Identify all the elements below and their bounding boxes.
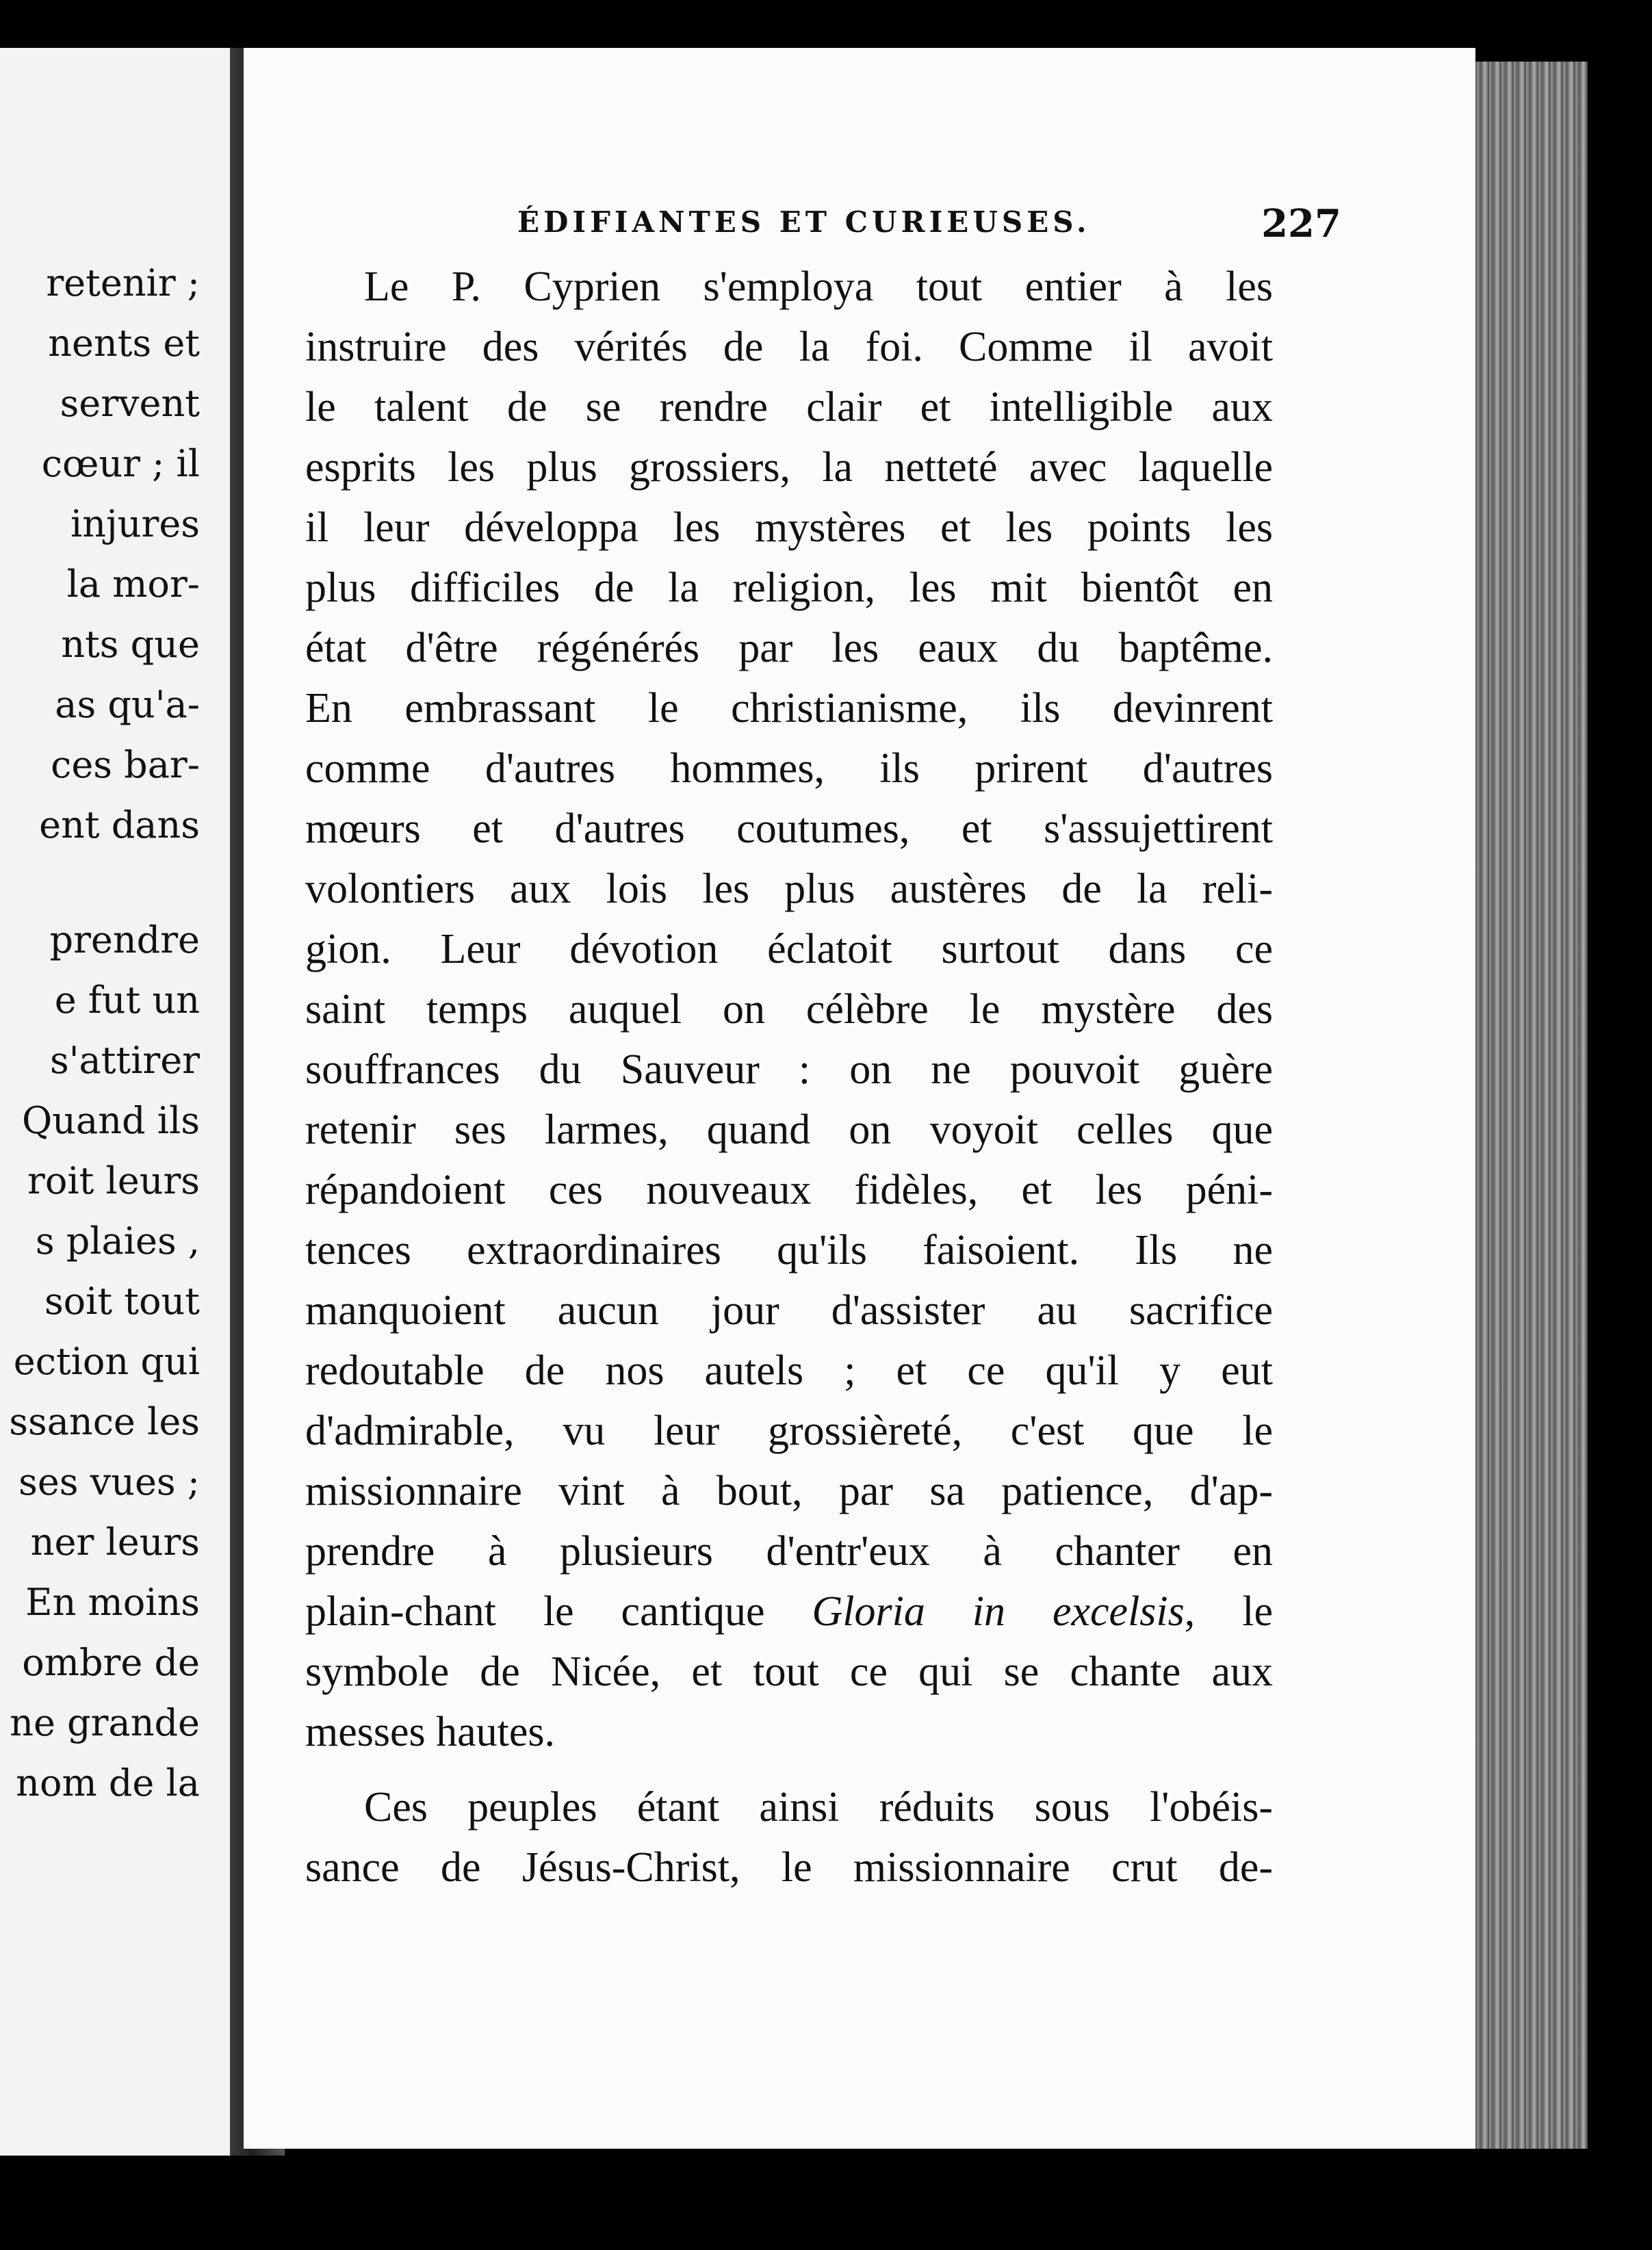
page-number: 227 — [1261, 201, 1341, 246]
text-line: En embrassant le christianisme, ils devinrent — [305, 685, 1273, 732]
page-edges — [1464, 62, 1588, 2149]
text-line-with-italic — [305, 1581, 1273, 1642]
text-line: sance de Jésus-Christ, le missionnaire crut de- — [305, 1844, 1273, 1891]
left-line: ces bar- — [51, 743, 200, 786]
left-line: nts que — [61, 623, 200, 666]
text-line: messes hautes. — [305, 1709, 556, 1755]
left-paragraph-gap — [9, 855, 200, 910]
left-line: retenir ; — [46, 261, 200, 305]
left-line: injures — [70, 502, 200, 545]
left-line: ssance les — [9, 1400, 200, 1443]
text-line: tences extraordinaires qu'ils faisoient. Ils ne — [305, 1227, 1273, 1273]
text-line: saint temps auquel on célèbre le mystère des — [305, 986, 1273, 1033]
text-line: retenir ses larmes, quand on voyoit celles que — [305, 1107, 1273, 1153]
text-line: manquoient aucun jour d'assister au sacrifice — [305, 1287, 1273, 1334]
left-line: as qu'a- — [55, 683, 200, 726]
left-line: la mor- — [66, 562, 200, 606]
text-line: instruire des vérités de la foi. Comme il avoit — [305, 324, 1273, 370]
text-line: Le P. Cyprien s'employa tout entier à les — [364, 263, 1273, 310]
left-line: ne grande — [10, 1701, 200, 1744]
left-line: s'attirer — [49, 1039, 200, 1082]
text-line: missionnaire vint à bout, par sa patience, d'ap- — [305, 1468, 1273, 1514]
left-page-fragment — [0, 48, 233, 2156]
paragraph-gap — [305, 1762, 1273, 1777]
left-line: prendre — [49, 918, 200, 961]
left-page-lines — [9, 253, 200, 1813]
text-line: le talent de se rendre clair et intelligible aux — [305, 384, 1273, 430]
text-line: symbole de Nicée, et tout ce qui se chante aux — [305, 1648, 1273, 1695]
left-line: ses vues ; — [18, 1460, 200, 1503]
left-line: s plaies , — [35, 1219, 200, 1263]
text-line: mœurs et d'autres coutumes, et s'assujettirent — [305, 805, 1273, 852]
left-line: nents et — [48, 322, 200, 365]
left-line: cœur ; il — [41, 442, 200, 485]
text-line: prendre à plusieurs d'entr'eux à chanter en — [305, 1528, 1273, 1575]
text-line: souffrances du Sauveur : on ne pouvoit guère — [305, 1046, 1273, 1093]
text-run: plain-chant le cantique — [305, 1588, 812, 1635]
left-line: nom de la — [16, 1761, 200, 1805]
left-line: soit tout — [44, 1280, 200, 1323]
italic-title: Gloria in excelsis — [812, 1588, 1185, 1635]
text-line: esprits les plus grossiers, la netteté avec laquelle — [305, 444, 1273, 491]
text-line: Ces peuples étant ainsi réduits sous l'obéis- — [364, 1784, 1273, 1831]
running-head-title: ÉDIFIANTES ET CURIEUSES. — [517, 205, 1091, 239]
running-head — [244, 201, 1475, 260]
right-page — [244, 48, 1475, 2149]
text-line: plus difficiles de la religion, les mit bientôt en — [305, 565, 1273, 611]
left-line: e fut un — [54, 979, 200, 1022]
left-line: Quand ils — [21, 1099, 200, 1142]
text-line: d'admirable, vu leur grossièreté, c'est que le — [305, 1408, 1273, 1454]
left-line: En moins — [25, 1581, 200, 1624]
text-run: , le — [1184, 1588, 1273, 1635]
left-line: servent — [60, 382, 200, 425]
left-line: roit leurs — [27, 1159, 200, 1202]
text-line: répandoient ces nouveaux fidèles, et les péni- — [305, 1167, 1273, 1213]
left-line: ner leurs — [30, 1521, 200, 1564]
text-line: état d'être régénérés par les eaux du baptême. — [305, 625, 1273, 671]
body-text — [305, 257, 1273, 1898]
text-line: il leur développa les mystères et les points les — [305, 504, 1273, 551]
left-line: ection qui — [13, 1340, 200, 1383]
left-line: ent dans — [39, 803, 200, 846]
text-line: redoutable de nos autels ; et ce qu'il y eut — [305, 1347, 1273, 1394]
text-line: comme d'autres hommes, ils prirent d'autres — [305, 745, 1273, 792]
text-line: gion. Leur dévotion éclatoit surtout dans ce — [305, 926, 1273, 972]
left-line: ombre de — [22, 1641, 200, 1684]
text-line: volontiers aux lois les plus austères de la reli- — [305, 866, 1273, 912]
